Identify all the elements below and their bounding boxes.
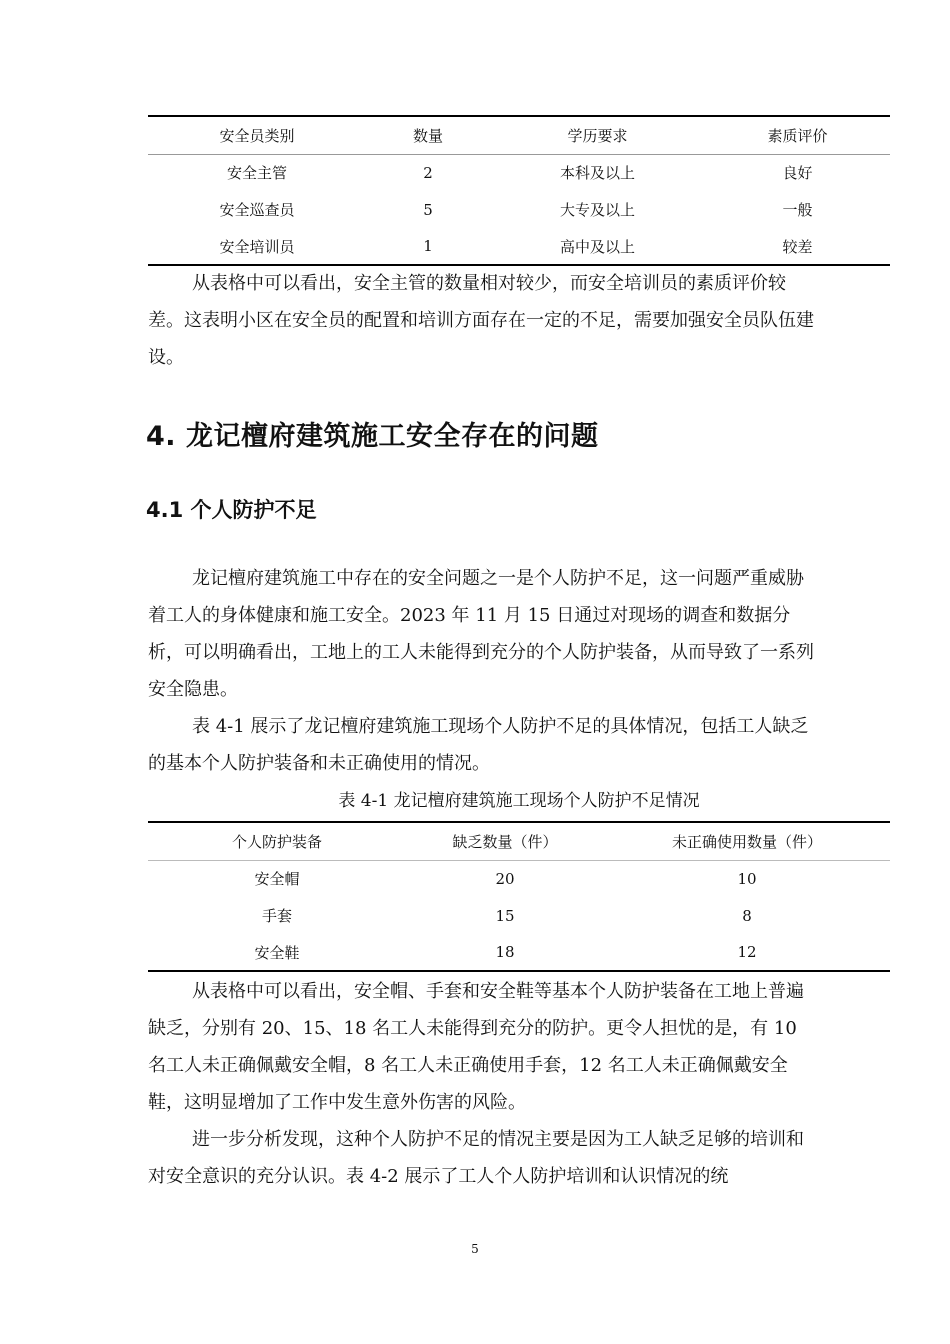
table-header-cell: 安全员类别	[148, 116, 366, 154]
table-cell: 8	[742, 906, 752, 925]
table-cell: 5	[423, 200, 433, 219]
page-number: 5	[471, 1242, 479, 1256]
paragraph-further-analysis: 进一步分析发现，这种个人防护不足的情况主要是因为工人缺乏足够的培训和对安全意识的充分认识。表 4-2 展示了工人个人防护培训和认识情况的统	[148, 1129, 804, 1187]
table-cell: 大专及以上	[559, 201, 635, 219]
paragraph-table2-intro: 表 4-1 展示了龙记檀府建筑施工现场个人防护不足的具体情况，包括工人缺乏的基本个人防护装备和未正确使用的情况。	[148, 716, 809, 774]
table-cell: 18	[495, 943, 515, 961]
paragraph-table2-analysis: 从表格中可以看出，安全帽、手套和安全鞋等基本个人防护装备在工地上普遍缺乏，分别有 20、15、18 名工人未能得到充分的防护。更令人担忧的是，有 10 名工人未正确佩戴安全帽，8 名工人未正确使用手套，12 名工人未正确佩戴安全鞋，这明显增加了工作中发生意外伤害的风险。	[148, 981, 804, 1113]
paragraph-table1-analysis: 从表格中可以看出，安全主管的数量相对较少，而安全培训员的素质评价较差。这表明小区在安全员的配置和培训方面存在一定的不足，需要加强安全员队伍建设。	[148, 273, 814, 368]
paragraph-intro: 龙记檀府建筑施工中存在的安全问题之一是个人防护不足，这一问题严重威胁着工人的身体健康和施工安全。2023 年 11 月 15 日通过对现场的调查和数据分析，可以明确看出，工地上的工人未能得到充分的个人防护装备，从而导致了一系列安全隐患。	[148, 568, 814, 700]
table-header-row	[148, 822, 890, 860]
table-cell: 20	[495, 869, 515, 888]
table-cell: 1	[423, 237, 433, 255]
table-row	[148, 897, 890, 934]
table-cell: 15	[495, 906, 515, 925]
table-cell: 12	[737, 943, 757, 961]
table-row	[148, 154, 890, 191]
table-header-cell: 素质评价	[705, 116, 890, 154]
table-row	[148, 228, 890, 265]
table-caption: 表 4-1 龙记檀府建筑施工现场个人防护不足情况	[338, 791, 700, 811]
table-row	[148, 191, 890, 228]
table-cell: 安全主管	[226, 164, 287, 183]
protection-shortage-table	[148, 821, 890, 972]
safety-staff-table	[148, 115, 890, 266]
table-header-cell: 学历要求	[490, 116, 705, 154]
table-row	[148, 860, 890, 897]
table-cell: 安全帽	[254, 870, 300, 889]
table-cell: 高中及以上	[559, 237, 635, 256]
table-cell: 安全培训员	[219, 237, 295, 256]
subsection-heading: 4.1 个人防护不足	[146, 498, 317, 522]
table-header-cell: 未正确使用数量（件）	[604, 822, 890, 860]
table-cell: 本科及以上	[559, 164, 635, 183]
table-cell: 安全鞋	[254, 943, 300, 962]
table-cell: 手套	[261, 907, 292, 925]
table-header-cell: 个人防护装备	[148, 822, 406, 860]
section-heading: 4. 龙记檀府建筑施工安全存在的问题	[146, 421, 599, 452]
table-cell: 良好	[782, 164, 813, 183]
table-cell: 较差	[782, 237, 813, 256]
table-cell: 一般	[782, 201, 813, 219]
table-cell: 安全巡查员	[219, 201, 295, 219]
table-header-cell: 数量	[366, 116, 490, 154]
table-cell: 2	[423, 163, 433, 182]
table-header-row	[148, 116, 890, 154]
table-header-cell: 缺乏数量（件）	[406, 822, 604, 860]
table-row	[148, 934, 890, 971]
table-cell: 10	[737, 869, 757, 888]
